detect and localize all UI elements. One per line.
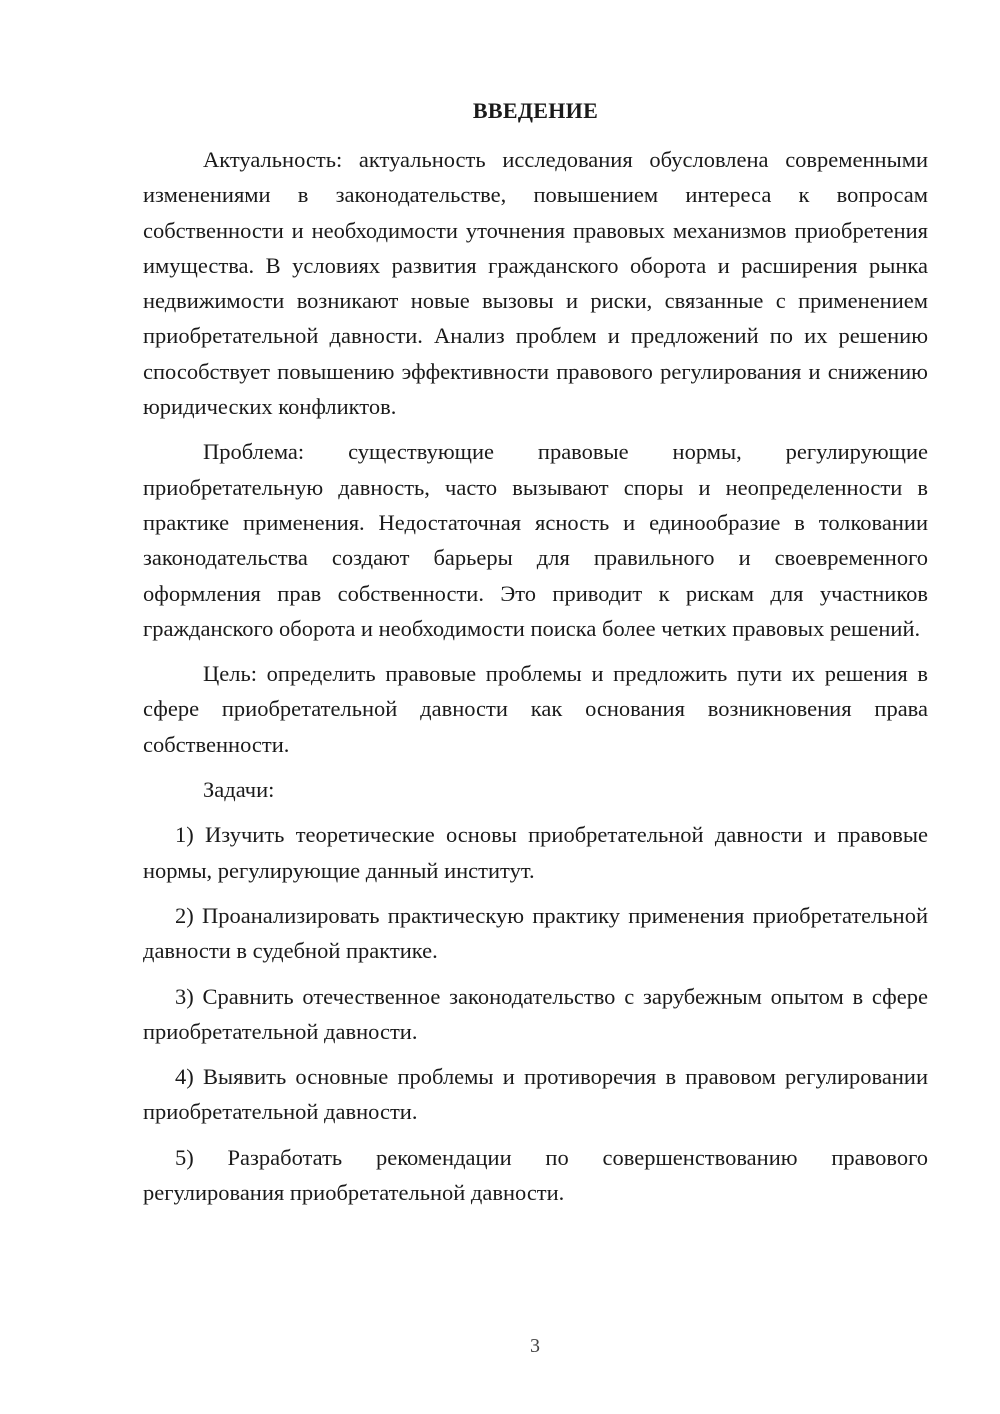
page-title: ВВЕДЕНИЕ — [472, 98, 599, 123]
task-item: 5) Разработать рекомендации по совершенствованию правового регулирования приобретательной давности. — [143, 1144, 928, 1206]
task-item: 1) Изучить теоретические основы приобретательной давности и правовые нормы, регулирующие данный институт. — [143, 822, 928, 883]
tasks-heading: Задачи: — [203, 777, 275, 803]
paragraph-relevance: Актуальность: актуальность исследования обусловлена современными изменениями в законодательстве, повышением интереса к вопросам собственности и необходимости уточнения правовых механизмов приобретения имущества. В условиях развития гражданского оборота и расширения рынка недвижимости возникают новые вызовы и риски, связанные с применением приобретательной давности. Анализ проблем и предложений по их решению способствует повышению эффективности правового регулирования и снижению юридических конфликтов. — [143, 147, 928, 420]
page-body — [143, 142, 928, 1210]
task-item: 2) Проанализировать практическую практику применения приобретательной давности в судебной практике. — [143, 902, 928, 964]
paragraph-goal: Цель: определить правовые проблемы и предложить пути их решения в сфере приобретательной давности как основания возникновения права собственности. — [143, 661, 928, 757]
task-item: 3) Сравнить отечественное законодательство с зарубежным опытом в сфере приобретательной давности. — [143, 983, 928, 1044]
task-item: 4) Выявить основные проблемы и противоречия в правовом регулировании приобретательной давности. — [143, 1064, 928, 1125]
page-number: 3 — [530, 1335, 540, 1357]
paragraph-problem: Проблема: существующие правовые нормы, регулирующие приобретательную давность, часто вызывают споры и неопределенности в практике применения. Недостаточная ясность и единообразие в толковании законодательства создают барьеры для правильного и своевременного оформления прав собственности. Это приводит к рискам для участников гражданского оборота и необходимости поиска более четких правовых решений. — [143, 439, 928, 641]
